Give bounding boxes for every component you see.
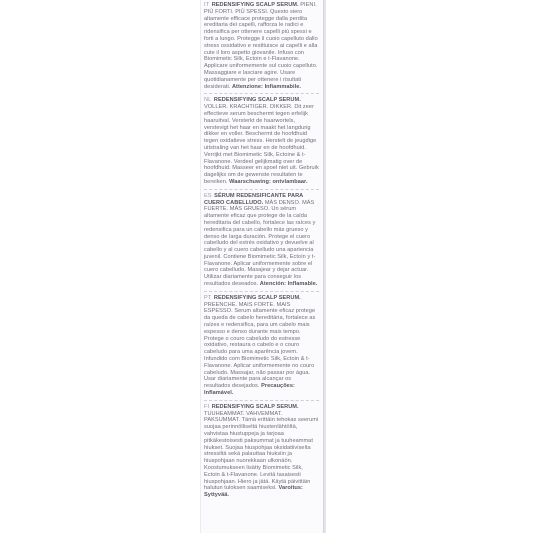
section-divider [204,291,319,292]
language-code: FI [204,403,210,410]
section-subtitle: MÁS DENSO. MÁS FUERTE. MÁS GRUESO. [204,199,315,213]
section-title: SÉRUM REDENSIFICANTE PARA CUERO CABELLUDO. [204,192,304,206]
section-subtitle: PREENCHE. MAIS FORTE. MAIS ESPESSO. [204,301,291,315]
language-code: NL [204,97,212,104]
section-body: Dit zeer effectieve serum beschermt tegen erfelijk haaruitval. Versterkt de haarwortels, verstevigt het haar en maakt het langdurig dikker en voller. Beschermt de hoofdhuid tegen oxidatieve stress. Herstelt de jeugdige uitstraling van het haar en de hoofdhuid. Verrijkt met Biomimetic Silk, Ectoine & t-Flavanone. Verdeel gelijkmatig over de hoofdhuid. Masseer en spoel niet uit. Gebruik dagelijks om de gewenste resultaten te bereiken. [204,104,319,185]
section-body: Serum altamente eficaz protege da queda de cabelo hereditária, fortalece as raízes e redensifica, para um cabelo mais espesso e denso durante mais tempo. Protege o couro cabeludo do estresse oxidativo, restaura o cabelo e o couro cabeludo para uma aparência jovem. Infundido com Biomimetic Silk, Ectoin & t-Flavanone. Aplicar uniformemente no couro cabeludo. Massajar, não passar por água. Usar diariamente para alcançar os resultados desejados. [204,308,316,390]
section-body: Un sérum altamente eficaz que protege de la caída hereditaria del cabello, fortalece las raíces y redensifica para un cabello más grueso y denso de larga duración. Protege el cuero cabelludo del estrés oxidativo y devuelve al cabello y al cuero cabelludo una apariencia juvenil. Contiene Biomimetic Silk, Ectoín y t-Flavanone. Aplicar uniformemente sobre el cuero cabelludo. Masajear y dejar actuar. Utilizar diariamente para conseguir los resultados deseados. [204,206,316,288]
section-subtitle: TUUHEAMMAT. VAHVEMMAT. PAKSUMMAT. [204,410,283,424]
section-divider [204,400,319,401]
section-fi [204,404,319,499]
section-warning: Varoitus: Syttyvää. [204,485,303,499]
section-nl [204,97,319,185]
section-subtitle: VOLLER. KRACHTIGER. DIKKER. [204,104,293,111]
section-title: REDENSIFYING SCALP SERUM. [213,97,301,104]
section-title: REDENSIFYING SCALP SERUM. [213,294,301,301]
language-code: IT [204,2,210,8]
section-body: Tämä erittäin tehokas seerumi suojaa perinnölliseltä hiustenlähtöltä, vahvistaa hiustuppeja ja tarjoaa pitkäkestoisesti paksummat ja tuuheammat hiukset. Suojaa hiuspohjaa oksidatiiviselta stressiltä sekä palauttaa hiuksiin ja hiuspohjaan nuorekkaan ulkonäön. Koostumukseen lisätty Biomimetic Silk, Ectoin & t-Flavanone. Levitä tasaisesti hiuspohjaan. Hiero ja jätä. Käytä päivittäin halutun tuloksen saamiseksi. [204,417,319,492]
section-title: REDENSIFYING SCALP SERUM. [211,403,299,410]
language-code: PT [204,294,212,301]
section-body: Questo siero altamente efficace protegge dalla perdita ereditaria dei capelli, rafforza le radici e ridensifica per ottenere capelli più spessi e forti a lungo. Protegge il cuoio capelluto dallo stress ossidativo e restituisce ai capelli e alla cute il loro aspetto giovanile. Infuso con Biomimetic Silk, Ectoin e t-Flavanone. Applicare uniformemente sul cuoio capelluto. Massaggiare e lasciare agire. Usare quotidianamente per ottenere i risultati desiderati. [204,8,318,90]
section-divider [204,189,319,190]
section-es [204,193,319,288]
language-code: ES [204,192,212,199]
section-divider [204,93,319,94]
section-warning: Waarschuwing: ontvlambaar. [229,178,308,185]
section-warning: Attenzione: Infiammabile. [231,83,301,90]
section-pt [204,295,319,397]
ingredient-text-block [204,2,319,502]
section-title: REDENSIFYING SCALP SERUM. [211,2,299,8]
section-warning: Atención: Inflamable. [259,281,318,288]
section-subtitle: PIENI. PIÙ FORTI. PIÙ SPESSI. [204,2,317,15]
section-it [204,2,319,90]
section-warning: Precauções: Inflamável. [204,383,295,397]
packaging-label-strip [200,0,324,533]
